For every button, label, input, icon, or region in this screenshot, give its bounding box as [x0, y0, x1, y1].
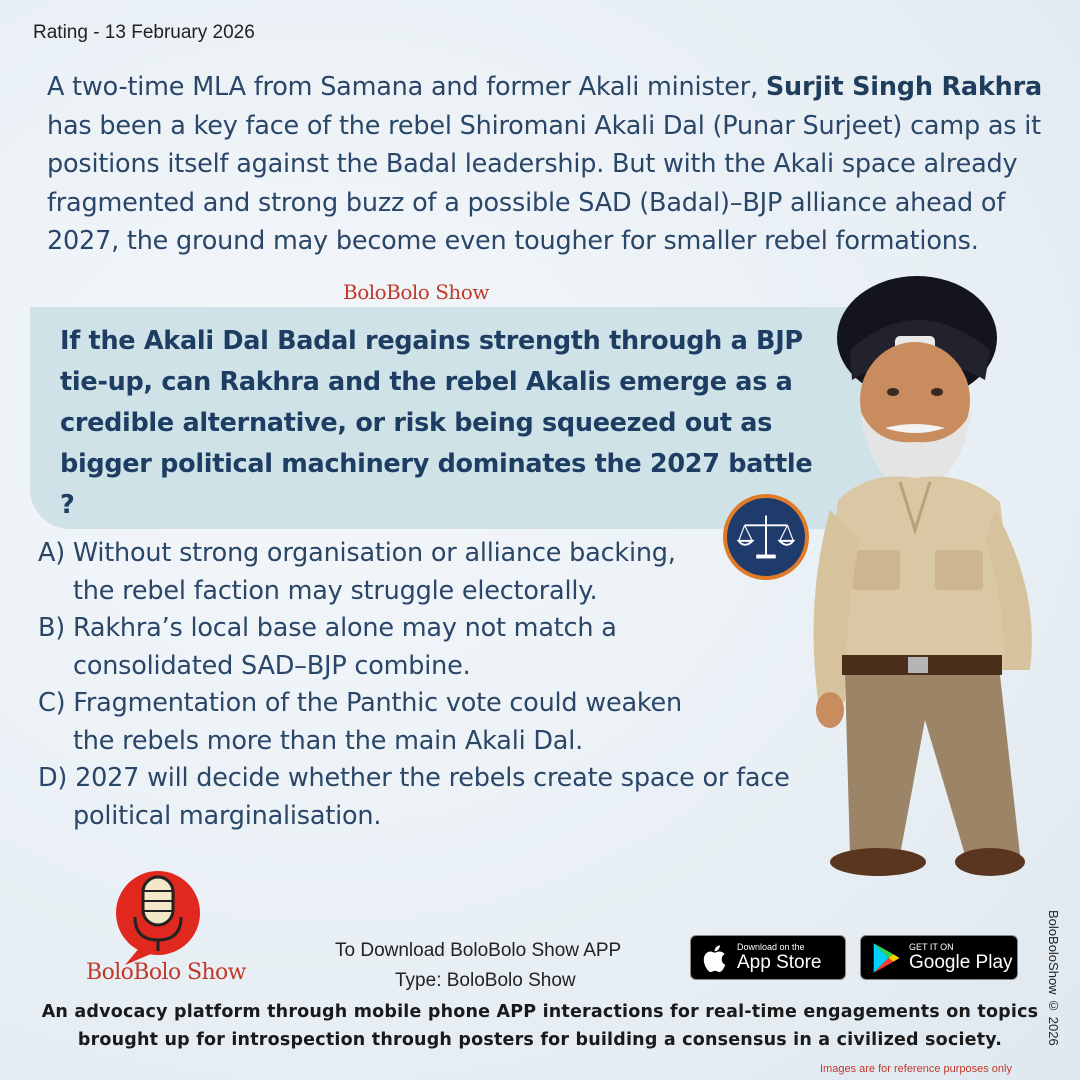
question-text: If the Akali Dal Badal regains strength through a BJP tie-up, can Rakhra and the rebel Akalis emerge as a credible alternative, or risk being squeezed out as bigger political machinery dominates the 2027 battle ?: [60, 326, 813, 520]
intro-after: has been a key face of the rebel Shiromani Akali Dal (Punar Surjeet) camp as it positions itself against the Badal leadership. But with the Akali space already fragmented and strong buzz of a possible SAD (Badal)–BJP alliance ahead of 2027, the ground may become even tougher for smaller rebel formations.: [47, 110, 1041, 256]
answer-options: [38, 535, 858, 835]
image-disclaimer: Images are for reference purposes only: [820, 1063, 1012, 1075]
download-search-term: Type: BoloBolo Show: [395, 970, 576, 991]
play-icon: [871, 942, 901, 974]
intro-before: A two-time MLA from Samana and former Akali minister,: [47, 72, 766, 102]
option-c-line1: C) Fragmentation of the Panthic vote could weaken: [38, 688, 682, 718]
logo-wordmark: BoloBolo Show: [86, 960, 246, 985]
footer-tagline: An advocacy platform through mobile phone APP interactions for real-time engagements on topics brought up for introspection through posters for building a consensus in a civilized society.: [41, 1002, 1039, 1050]
politician-name: Surjit Singh Rakhra: [765, 72, 1043, 102]
app-store-label: App Store: [737, 951, 822, 973]
google-play-button[interactable]: [860, 935, 1018, 980]
apple-icon: [701, 942, 731, 974]
option-c: [38, 685, 858, 760]
option-a-line2: the rebel faction may struggle electorally.: [73, 575, 598, 606]
option-c-line2: the rebels more than the main Akali Dal.: [73, 725, 584, 756]
option-b-line2: consolidated SAD–BJP combine.: [73, 650, 471, 681]
watermark: BoloBolo Show: [343, 280, 489, 304]
option-a-line1: A) Without strong organisation or alliance backing,: [38, 538, 676, 568]
google-play-label: Google Play: [909, 951, 1013, 973]
app-store-small-label: Download on the: [737, 941, 805, 952]
google-play-small-label: GET IT ON: [909, 941, 954, 952]
option-d-line1: D) 2027 will decide whether the rebels create space or face: [38, 763, 790, 793]
copyright-notice: BoloBoloShow © 2026: [1046, 910, 1061, 1046]
option-a: [38, 535, 858, 610]
app-store-button[interactable]: [690, 935, 846, 980]
intro-paragraph: [47, 68, 1047, 261]
option-d-line2: political marginalisation.: [73, 800, 382, 831]
option-d: [38, 760, 858, 835]
option-b: [38, 610, 858, 685]
rating-date: Rating - 13 February 2026: [33, 22, 255, 43]
option-b-line1: B) Rakhra’s local base alone may not match a: [38, 613, 617, 643]
download-instruction: To Download BoloBolo Show APP: [335, 940, 622, 961]
